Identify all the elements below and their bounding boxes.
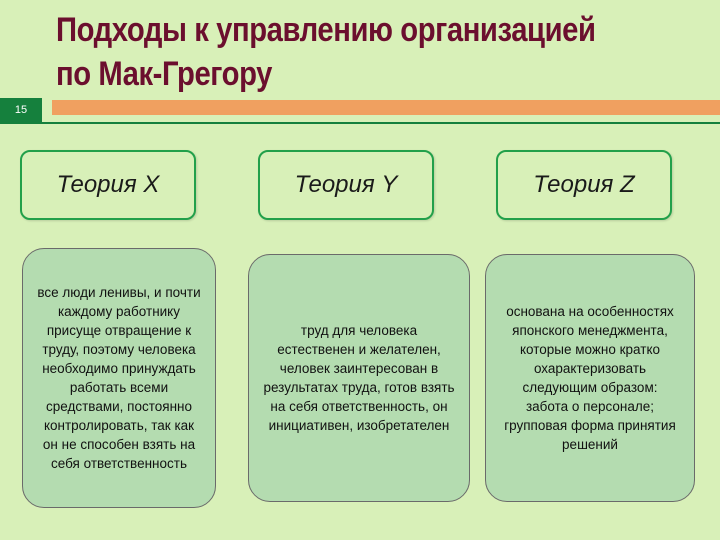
theory-z-heading: Теория Z	[496, 150, 672, 220]
theory-z-description	[485, 254, 695, 502]
slide-number: 15	[0, 98, 42, 122]
theory-x-heading: Теория X	[20, 150, 196, 220]
slide-title-line-2: по Мак-Грегору	[56, 55, 272, 93]
theory-x-text: все люди ленивы, и почти каждому работнику присуще отвращение к труду, поэтому человека необходимо принуждать работать всеми средствами, постоянно контролировать, так как он не способен взять на себя ответственность	[37, 285, 201, 471]
title-divider-line	[0, 122, 720, 124]
slide-title	[56, 8, 606, 96]
theory-y-text: труд для человека естественен и желателен, человек заинтересован в результатах труда, готов взять на себя ответственность, он инициативен, изобретателен	[263, 323, 455, 433]
slide-title-line-1: Подходы к управлению организацией	[56, 11, 596, 49]
theory-y-description	[248, 254, 470, 502]
title-underline-bar	[52, 100, 720, 115]
theory-z-text: основана на особенностях японского менеджмента, которые можно кратко охарактеризовать следующим образом: забота о персонале; групповая форма принятия решений	[504, 304, 676, 452]
theory-x-description	[22, 248, 216, 508]
theory-y-heading: Теория Y	[258, 150, 434, 220]
